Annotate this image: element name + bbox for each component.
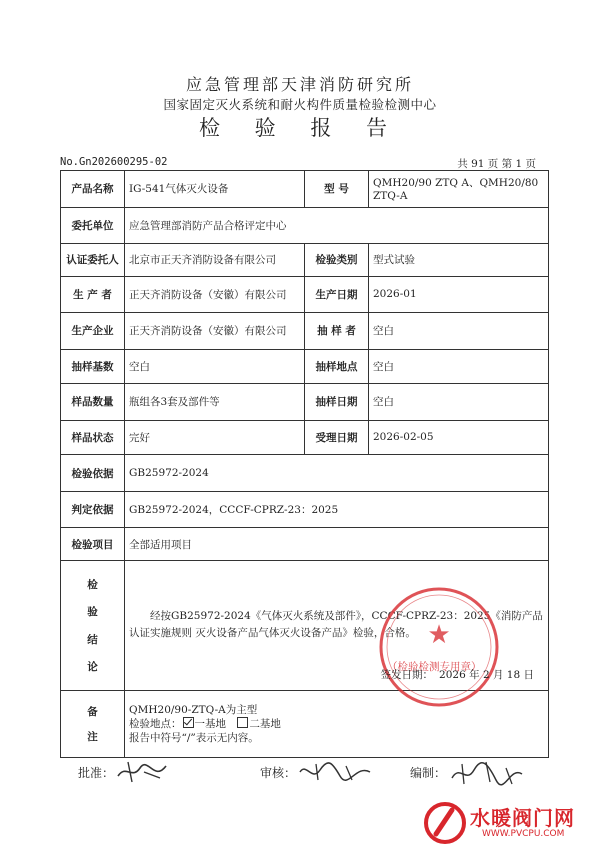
remarks-label-char: 注	[87, 730, 98, 743]
row-judge	[61, 491, 549, 528]
row-client	[61, 207, 549, 244]
conclusion-label-char: 验	[87, 606, 98, 619]
value-test-items: 全部适用项目	[125, 528, 549, 560]
value-applicant: 北京市正天齐消防设备有限公司	[125, 244, 305, 276]
handwritten-signature-icon	[296, 758, 376, 786]
label-test-type: 检验类别	[305, 244, 369, 276]
svg-text:★: ★	[427, 619, 451, 650]
value-test-basis: GB25972-2024	[125, 455, 549, 492]
row-enterprise	[61, 313, 549, 350]
label-accept-date: 受理日期	[305, 420, 369, 455]
label-client: 委托单位	[61, 207, 125, 244]
report-table	[60, 170, 549, 758]
row-sample-base	[61, 349, 549, 384]
remarks-site-1: 一基地	[194, 717, 226, 730]
stamp-caption: （检验检测专用章）	[387, 660, 482, 673]
remarks-site-prefix: 检验地点：	[129, 717, 182, 730]
conclusion-label-char: 论	[87, 661, 98, 674]
value-model: QMH20/90 ZTQ A、QMH20/80 ZTQ-A	[369, 171, 549, 208]
issue-date-label: 签发日期：	[380, 668, 434, 681]
label-sample-state: 样品状态	[61, 420, 125, 455]
label-product-name: 产品名称	[61, 171, 125, 208]
value-product-name: IG-541气体灭火设备	[125, 171, 305, 208]
label-sample-date: 抽样日期	[305, 384, 369, 421]
row-manufacturer	[61, 276, 549, 313]
label-test-items: 检验项目	[61, 528, 125, 560]
checked-box-icon	[183, 717, 194, 728]
review-label: 审核：	[260, 766, 297, 780]
signature-approve	[78, 764, 114, 781]
page-info: 共 91 页 第 1 页	[457, 158, 536, 170]
label-sample-place: 抽样地点	[305, 349, 369, 384]
handwritten-signature-icon	[114, 758, 174, 786]
handwritten-signature-icon	[446, 758, 526, 788]
report-number: No.Gn202600295-02	[60, 156, 168, 168]
value-manufacturer: 正天齐消防设备（安徽）有限公司	[125, 276, 305, 313]
valve-logo-icon	[422, 800, 468, 846]
approve-label: 批准：	[78, 766, 115, 780]
watermark-logo	[422, 800, 592, 846]
label-manufacturer: 生 产 者	[61, 276, 125, 313]
value-test-type: 型式试验	[369, 244, 549, 276]
document-title: 检 验 报 告	[198, 116, 402, 140]
remarks-line-main-model: QMH20/90-ZTQ-A为主型	[129, 703, 258, 716]
value-sampler: 空白	[369, 313, 549, 350]
conclusion-text: 经按GB25972-2024《气体灭火系统及部件》，CCCF-CPRZ-23：2025《消防产品认证实施规则 灭火设备产品气体灭火设备产品》检验，合格。	[129, 610, 543, 640]
signature-review	[260, 764, 296, 781]
value-client: 应急管理部消防产品合格评定中心	[125, 207, 549, 244]
center-name: 国家固定灭火系统和耐火构件质量检验检测中心	[163, 97, 437, 112]
label-production-date: 生产日期	[305, 276, 369, 313]
edit-label: 编制：	[410, 766, 447, 780]
label-conclusion	[61, 560, 125, 690]
row-conclusion	[61, 560, 549, 690]
remarks-site-2: 二基地	[249, 717, 281, 730]
watermark-url: WWW.PVCPU.COM	[482, 829, 565, 839]
value-sample-quantity: 瓶组各3套及部件等	[125, 384, 305, 421]
row-sample-state	[61, 420, 549, 455]
issue-date-value: 2026 年 2 月 18 日	[439, 668, 534, 681]
conclusion-cell	[125, 560, 549, 690]
label-judge-basis: 判定依据	[61, 491, 125, 528]
label-remarks	[61, 690, 125, 757]
label-enterprise: 生产企业	[61, 313, 125, 350]
remarks-line-symbol: 报告中符号“/”表示无内容。	[129, 731, 259, 744]
official-seal-stamp	[375, 583, 503, 711]
value-sample-place: 空白	[369, 349, 549, 384]
row-items	[61, 528, 549, 560]
value-production-date: 2026-01	[369, 276, 549, 313]
label-sample-base: 抽样基数	[61, 349, 125, 384]
institute-name: 应急管理部天津消防研究所	[185, 75, 414, 94]
conclusion-label-char: 检	[87, 578, 98, 591]
label-sampler: 抽 样 者	[305, 313, 369, 350]
value-accept-date: 2026-02-05	[369, 420, 549, 455]
label-applicant: 认证委托人	[61, 244, 125, 276]
remarks-line-site	[129, 717, 544, 731]
value-sample-base: 空白	[125, 349, 305, 384]
conclusion-label-char: 结	[87, 633, 98, 646]
watermark-name: 水暖阀门网	[470, 806, 575, 830]
remarks-label-char: 备	[87, 705, 98, 718]
label-sample-quantity: 样品数量	[61, 384, 125, 421]
issue-date	[381, 667, 534, 682]
label-model: 型 号	[305, 171, 369, 208]
value-sample-state: 完好	[125, 420, 305, 455]
signature-edit	[410, 764, 446, 781]
value-enterprise: 正天齐消防设备（安徽）有限公司	[125, 313, 305, 350]
row-applicant	[61, 244, 549, 276]
row-sample-qty	[61, 384, 549, 421]
value-judge-basis: GB25972-2024，CCCF-CPRZ-23：2025	[125, 491, 549, 528]
label-test-basis: 检验依据	[61, 455, 125, 492]
unchecked-box-icon	[237, 717, 248, 728]
value-sample-date: 空白	[369, 384, 549, 421]
row-product	[61, 171, 549, 208]
row-basis	[61, 455, 549, 492]
